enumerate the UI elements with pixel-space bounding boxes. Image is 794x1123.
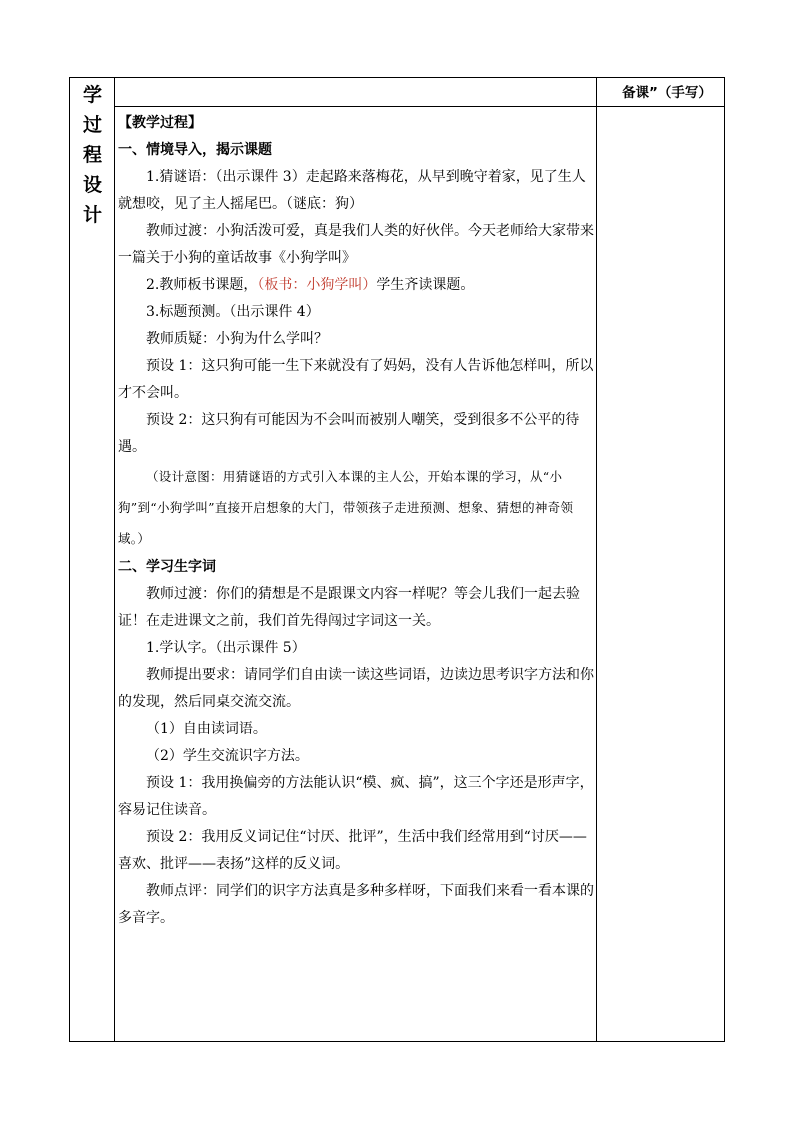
paragraph: 1.学认字。（出示课件 5）	[146, 640, 306, 656]
side-label-char: 过	[82, 114, 102, 136]
paragraph: 教师点评：同学们的识字方法真是多种多样呀，下面我们来看一看本课的多音字。	[118, 883, 594, 926]
notes-column-header: 备课”（手写）	[622, 85, 712, 101]
side-label-char: 设	[82, 174, 102, 196]
paragraph: 预设 1：我用换偏旁的方法能认识“模、疯、搞”，这三个字还是形声字，容易记住读音。	[118, 775, 594, 818]
paragraph: 预设 1：这只狗可能一生下来就没有了妈妈，没有人告诉他怎样叫，所以才不会叫。	[118, 358, 594, 401]
paragraph-text: 2.教师板书课题，	[146, 277, 258, 293]
paragraph: 1.猜谜语：（出示课件 3）走起路来落梅花，从早到晚守着家，见了生人就想咬，见了主人摇尾巴。（谜底：狗）	[118, 169, 586, 212]
paragraph: 教师质疑：小狗为什么学叫？	[146, 331, 328, 347]
paragraph: （1）自由读词语。	[146, 721, 267, 737]
paragraph-board-title	[118, 272, 598, 299]
paragraph: 教师提出要求：请同学们自由读一读这些词语，边读边思考识字方法和你的发现，然后同桌交流交流。	[118, 667, 594, 710]
paragraph: 3.标题预测。（出示课件 4）	[146, 304, 320, 320]
section-1-title: 一、情境导入，揭示课题	[118, 142, 272, 158]
lesson-content	[118, 110, 598, 932]
side-label-column	[70, 78, 115, 230]
paragraph: 预设 2：我用反义词记住“讨厌、批评”，生活中我们经常用到“讨厌——喜欢、批评——表扬”这样的反义词。	[118, 829, 587, 872]
paragraph: （2）学生交流识字方法。	[146, 748, 309, 764]
paragraph: 预设 2：这只狗有可能因为不会叫而被别人嘲笑，受到很多不公平的待遇。	[118, 412, 580, 455]
paragraph: 教师过渡：小狗活泼可爱，真是我们人类的好伙伴。今天老师给大家带来一篇关于小狗的童话故事《小狗学叫》	[118, 223, 594, 266]
side-label-char: 计	[82, 204, 102, 226]
side-label-char: 程	[82, 144, 102, 166]
paragraph-text: 学生齐读课题。	[376, 277, 475, 293]
side-label-char: 学	[82, 84, 102, 106]
paragraph: 教师过渡：你们的猜想是不是跟课文内容一样呢？等会儿我们一起去验证！在走进课文之前，我们首先得闯过字词这一关。	[118, 586, 580, 629]
header-row-divider	[114, 106, 725, 107]
section-2-title: 二、学习生字词	[118, 559, 216, 575]
board-writing: （板书：小狗学叫）	[257, 277, 377, 293]
process-title: 【教学过程】	[118, 115, 202, 131]
design-intent-note: （设计意图：用猜谜语的方式引入本课的主人公，开始本课的学习，从“小狗”到“小狗学叫”直接开启想象的大门，带领孩子走进预测、想象、猜想的神奇领域。）	[118, 469, 574, 546]
lesson-plan-table	[69, 77, 725, 1042]
